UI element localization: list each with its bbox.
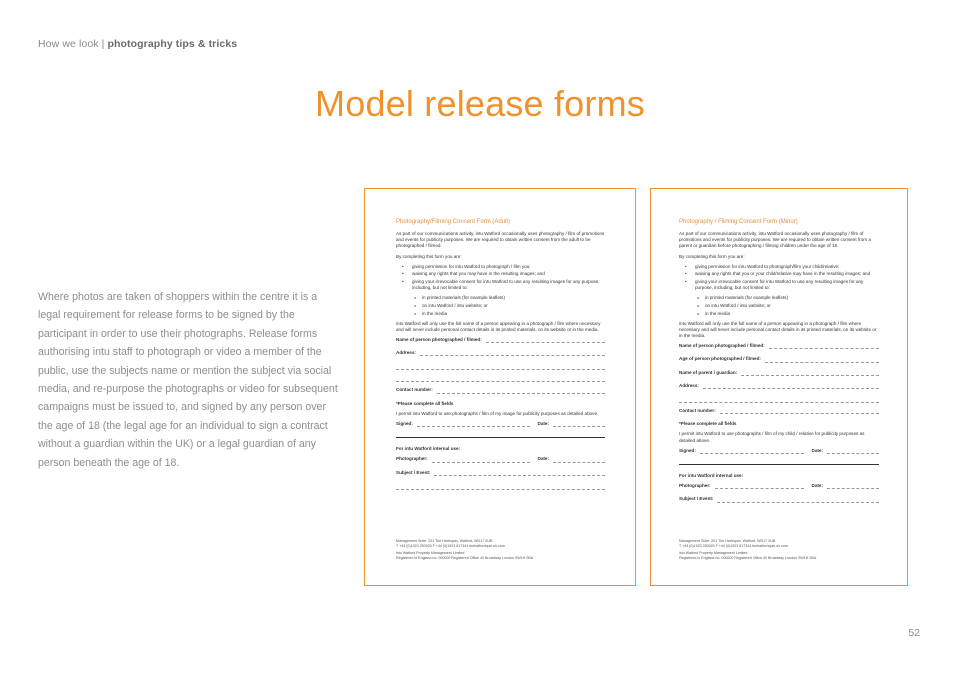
breadcrumb: [38, 38, 237, 50]
minor-form-notice: intu Watford will only use the full name of a person appearing in a photograph / film where necessary and will never include personal contact details in its printed materials, on its website or in the media.: [679, 320, 877, 339]
footer-address: Management Suite, 201 The Harlequin, Watford, WD17 2UB: [396, 538, 493, 543]
field-line: [827, 450, 879, 454]
minor-name-field: [679, 343, 879, 349]
minor-contact-field: [679, 408, 879, 414]
minor-consent-form: [650, 188, 908, 586]
list-item: • waiving any rights that you or your child/relative may have in the resulting images; and: [679, 271, 879, 277]
field-line: [432, 459, 530, 463]
adult-form-footer: [396, 539, 533, 561]
list-item: o in the media: [396, 311, 605, 317]
page-title: Model release forms: [315, 83, 645, 124]
minor-form-bullets: [679, 264, 879, 292]
footer-company: intu Watford Property Management Limited: [396, 550, 465, 555]
adult-form-title: Photography/Filming Consent Form (Adult): [396, 219, 511, 225]
list-item: o in the media: [679, 311, 879, 317]
field-label: Name of person photographed / filmed:: [679, 343, 765, 349]
adult-form-notice: intu Watford will only use the full name of a person appearing in a photograph / film where necessary and will never include personal contact details in its printed materials, on its website or in the media.: [396, 320, 601, 332]
adult-internal-use: For intu Watford internal use:: [396, 446, 461, 452]
field-line: [396, 483, 605, 490]
adult-signed-field: [396, 421, 605, 427]
field-line: [396, 363, 605, 370]
adult-consent-form: [364, 188, 636, 586]
breadcrumb-prefix: How we look: [38, 38, 99, 50]
adult-form-bullets: [396, 264, 605, 292]
field-line: [417, 423, 530, 427]
adult-photographer-field: [396, 456, 605, 462]
field-label: Date:: [537, 456, 549, 462]
field-line: [720, 410, 879, 414]
field-label: Date:: [811, 483, 823, 489]
field-label: Signed:: [679, 447, 696, 453]
field-line: [769, 345, 879, 349]
field-line: [679, 396, 879, 403]
field-label: Name of parent / guardian:: [679, 369, 738, 375]
field-line: [703, 385, 879, 389]
list-item: • waiving any rights that you may have in the resulting images; and: [396, 271, 605, 277]
minor-address-field: [679, 383, 879, 389]
field-line: [715, 485, 804, 489]
field-label: Date:: [537, 421, 549, 427]
field-line: [700, 450, 804, 454]
field-label: Age of person photographed / filmed:: [679, 356, 761, 362]
page-number: 52: [908, 627, 920, 639]
footer-registered: Registered in England no. 000000 Registered Office 40 Broadway London SW1H 0BU: [396, 555, 534, 560]
adult-contact-field: [396, 387, 605, 393]
list-item: • giving permission for intu Watford to photograph / film you;: [396, 264, 605, 270]
adult-address-field: [396, 350, 605, 356]
field-line: [420, 352, 605, 356]
minor-age-field: [679, 356, 879, 362]
minor-form-intro: As part of our communications activity, intu Watford occasionally uses photography / film of promotions and events for publicity purposes. We are required to obtain written consent from a parent or guardian before photographing / filming children under the age of 18.: [679, 231, 871, 249]
minor-permit-text: I permit intu Watford to use photographs / film of my child / relative for publicity purposes as detailed above.: [679, 431, 865, 443]
list-item: o on intu Watford / intu website; or: [679, 303, 879, 309]
field-label: Subject / Event:: [679, 496, 714, 502]
footer-registered: Registered in England no. 000000 Registered Office 40 Broadway London SW1H 0BU: [679, 555, 817, 560]
breadcrumb-section: photography tips & tricks: [107, 38, 238, 50]
field-label: Address:: [396, 350, 416, 356]
list-item: o in printed materials (for example leaflets): [679, 295, 879, 301]
minor-form-completing: By completing this form you are:: [679, 253, 745, 259]
list-item: • giving your irrevocable consent for intu Watford to use any resulting images for any purpose, including, but not limited to:: [396, 279, 605, 291]
minor-form-footer: [679, 539, 816, 561]
list-item: o in printed materials (for example leaflets): [396, 295, 605, 301]
field-line: [717, 499, 879, 503]
minor-photographer-field: [679, 483, 879, 489]
field-label: Subject / Event:: [396, 469, 431, 475]
adult-complete-all: *Please complete all fields: [396, 400, 454, 406]
footer-contact: T +44 (0)1923 250925 F +44 (0)1923 817344 thehatfordquin.uk.com: [679, 543, 788, 548]
field-line: [741, 372, 879, 376]
footer-company: intu Watford Property Management Limited: [679, 550, 748, 555]
field-line: [396, 375, 605, 382]
list-item: • giving your irrevocable consent for intu Watford to use any resulting images for any purpose, including, but not limited to:: [679, 279, 879, 291]
adult-form-sub-bullets: [396, 295, 605, 316]
field-label: Name of person photographed / filmed:: [396, 337, 482, 343]
adult-form-intro: As part of our communications activity, intu Watford occasionally uses photography / film of promotions and events for publicity purposes. We are required to obtain written consent from the adult to be photographed / filmed.: [396, 231, 605, 249]
list-item: o on intu Watford / intu website; or: [396, 303, 605, 309]
field-line: [827, 485, 879, 489]
field-label: Signed:: [396, 421, 413, 427]
footer-contact: T +44 (0)1923 250925 F +44 (0)1923 817344 thehatfordquin.uk.com: [396, 543, 505, 548]
field-label: Date:: [811, 447, 823, 453]
field-label: Contact number:: [679, 408, 716, 414]
field-label: Photographer:: [396, 456, 428, 462]
field-line: [765, 359, 879, 363]
field-line: [553, 423, 605, 427]
intro-paragraph: Where photos are taken of shoppers within the centre it is a legal requirement for release forms to be signed by the participant in order to use their photographs. Release forms authorising intu staff to photograph or video a member of the public, use the subjects name or mention the subject via social media, and re-purpose the photographs or video for subsequent campaigns must be issued to, and signed by any person over the age of 18 (the legal age for an individual to sign a contract without a guardian within the UK) or a legal guardian of any person beneath the age of 18.: [38, 291, 338, 469]
field-line: [437, 390, 605, 394]
adult-permit-text: I permit intu Watford to use photographs / film of my image for publicity purposes as detailed above.: [396, 410, 599, 416]
breadcrumb-separator: |: [101, 38, 105, 50]
minor-form-sub-bullets: [679, 295, 879, 316]
minor-guardian-field: [679, 370, 879, 376]
field-label: Address:: [679, 382, 699, 388]
minor-complete-all: *Please complete all fields: [679, 421, 737, 427]
minor-internal-use: For intu Watford internal use:: [679, 472, 744, 478]
divider: [396, 434, 605, 438]
adult-name-field: [396, 337, 605, 343]
field-line: [553, 459, 605, 463]
minor-form-title: Photography / Filming Consent Form (Minor): [679, 219, 798, 225]
footer-address: Management Suite, 201 The Harlequin, Watford, WD17 2UB: [679, 538, 776, 543]
divider: [679, 461, 879, 465]
field-line: [434, 472, 605, 476]
field-label: Photographer:: [679, 483, 711, 489]
field-label: Contact number:: [396, 387, 433, 393]
minor-subject-field: [679, 496, 879, 502]
adult-subject-field: [396, 470, 605, 476]
list-item: • giving permission for intu Watford to photograph/film your child/relative;: [679, 264, 879, 270]
adult-form-completing: By completing this form you are:: [396, 253, 462, 259]
field-line: [486, 339, 605, 343]
minor-signed-field: [679, 448, 879, 454]
